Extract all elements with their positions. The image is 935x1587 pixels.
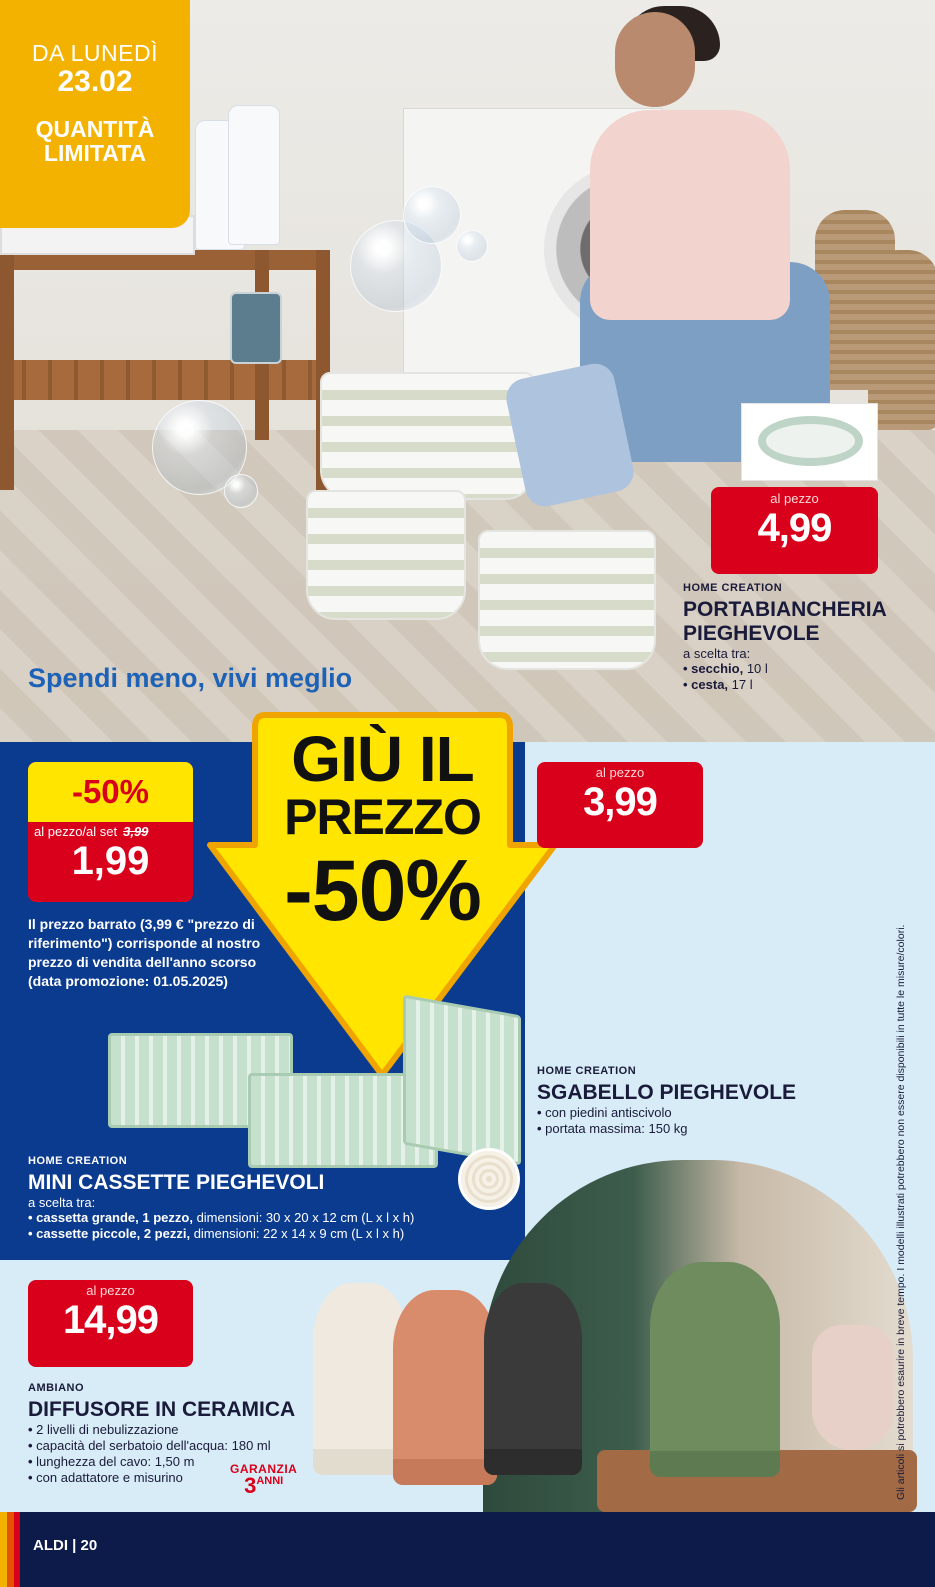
feature-item: • lunghezza del cavo: 1,50 m bbox=[28, 1454, 328, 1470]
options-intro: a scelta tra: bbox=[28, 1195, 96, 1210]
discount-price-tag bbox=[28, 762, 193, 902]
price-tag-portabiancheria bbox=[711, 487, 878, 574]
feature-item: • con adattatore e misurino bbox=[28, 1470, 328, 1486]
product-thumbnail-collapsed bbox=[741, 403, 878, 481]
date-label: DA LUNEDÌ bbox=[32, 40, 158, 66]
price-value: 3,99 bbox=[583, 780, 657, 824]
guarantee-badge bbox=[230, 1463, 297, 1497]
feature-item: • capacità del serbatoio dell'acqua: 180 ml bbox=[28, 1438, 328, 1454]
product-name: DIFFUSORE IN CERAMICA bbox=[28, 1398, 296, 1421]
option-item: • secchio, 10 l bbox=[683, 661, 923, 677]
option-item: • cesta, 17 l bbox=[683, 677, 923, 693]
product-portabiancheria bbox=[683, 582, 923, 693]
date-value: 23.02 bbox=[57, 65, 133, 98]
old-price: 3,99 bbox=[123, 824, 149, 839]
wicker-basket bbox=[868, 250, 935, 430]
page-number: ALDI | 20 bbox=[33, 1537, 98, 1554]
price-unit: al pezzo bbox=[86, 1283, 135, 1298]
tagline: Spendi meno, vivi meglio bbox=[28, 663, 353, 693]
option-item: • cassetta grande, 1 pezzo, dimensioni: 30 x 20 x 12 cm (L x l x h) bbox=[28, 1210, 518, 1226]
limited-qty-label-1: QUANTITÀ bbox=[35, 116, 155, 142]
option-item: • cassette piccole, 2 pezzi, dimensioni: 22 x 14 x 9 cm (L x l x h) bbox=[28, 1226, 518, 1242]
feature-item: • con piedini antiscivolo bbox=[537, 1105, 837, 1121]
soap-bubble bbox=[224, 474, 258, 508]
brand: HOME CREATION bbox=[537, 1065, 637, 1077]
brand-stripe bbox=[0, 1512, 20, 1587]
woman-sweater bbox=[590, 110, 790, 320]
detergent-bottle bbox=[228, 105, 280, 245]
feature-item: • portata massima: 150 kg bbox=[537, 1121, 837, 1137]
price-value: 14,99 bbox=[62, 1298, 159, 1342]
discount-percent: -50% bbox=[28, 762, 193, 822]
brand: HOME CREATION bbox=[683, 582, 783, 594]
promo-line-3: -50% bbox=[284, 843, 481, 939]
soap-bubble bbox=[403, 186, 461, 244]
limited-qty-label-2: LIMITATA bbox=[43, 140, 147, 166]
promo-line-2: PREZZO bbox=[284, 789, 481, 845]
diffuser-black bbox=[484, 1283, 582, 1475]
footer bbox=[0, 1512, 935, 1587]
feature-item: • 2 livelli di nebulizzazione bbox=[28, 1422, 328, 1438]
date-badge bbox=[0, 0, 190, 228]
product-name-2: PIEGHEVOLE bbox=[683, 622, 820, 645]
disclaimer: Gli articoli si potrebbero esaurire in breve tempo. I modelli illustrati potrebbero non essere disponibili in tutte le misure/colori. bbox=[895, 924, 907, 1500]
price-value: 4,99 bbox=[757, 506, 832, 550]
jar bbox=[230, 292, 282, 364]
crate-folded bbox=[403, 995, 521, 1166]
price-unit: al pezzo bbox=[770, 491, 819, 506]
diffuser-terracotta bbox=[393, 1290, 497, 1485]
product-name-1: PORTABIANCHERIA bbox=[683, 598, 887, 621]
product-cassette bbox=[28, 1155, 518, 1242]
collapsible-bucket-white bbox=[306, 490, 466, 620]
price-value: 1,99 bbox=[71, 839, 150, 883]
reference-price-note: Il prezzo barrato (3,99 € "prezzo di riferimento") corrisponde al nostro prezzo di vendita dell'anno scorso (data promozione: 01.05.2025) bbox=[28, 916, 261, 989]
product-sgabello bbox=[537, 1065, 837, 1137]
guarantee-years: 3 bbox=[244, 1473, 257, 1498]
promo-line-1: GIÙ IL bbox=[291, 723, 474, 795]
brand: AMBIANO bbox=[28, 1382, 85, 1394]
soap-bubble bbox=[456, 230, 488, 262]
collapsible-basket bbox=[320, 372, 535, 500]
guarantee-label: GARANZIA bbox=[230, 1462, 298, 1476]
collapsible-bucket-green bbox=[478, 530, 656, 670]
options-intro: a scelta tra: bbox=[683, 646, 751, 661]
price-unit: al pezzo bbox=[595, 765, 645, 780]
product-name: MINI CASSETTE PIEGHEVOLI bbox=[28, 1171, 325, 1194]
price-tag-sgabello bbox=[537, 762, 703, 848]
woman-face bbox=[615, 12, 695, 107]
price-unit: al pezzo/al set bbox=[34, 824, 118, 839]
brand: HOME CREATION bbox=[28, 1155, 128, 1167]
guarantee-unit: ANNI bbox=[256, 1475, 284, 1487]
vase bbox=[812, 1325, 894, 1450]
price-tag-diffusore bbox=[28, 1280, 193, 1367]
product-name: SGABELLO PIEGHEVOLE bbox=[537, 1081, 797, 1104]
diffuser-green bbox=[650, 1262, 780, 1477]
